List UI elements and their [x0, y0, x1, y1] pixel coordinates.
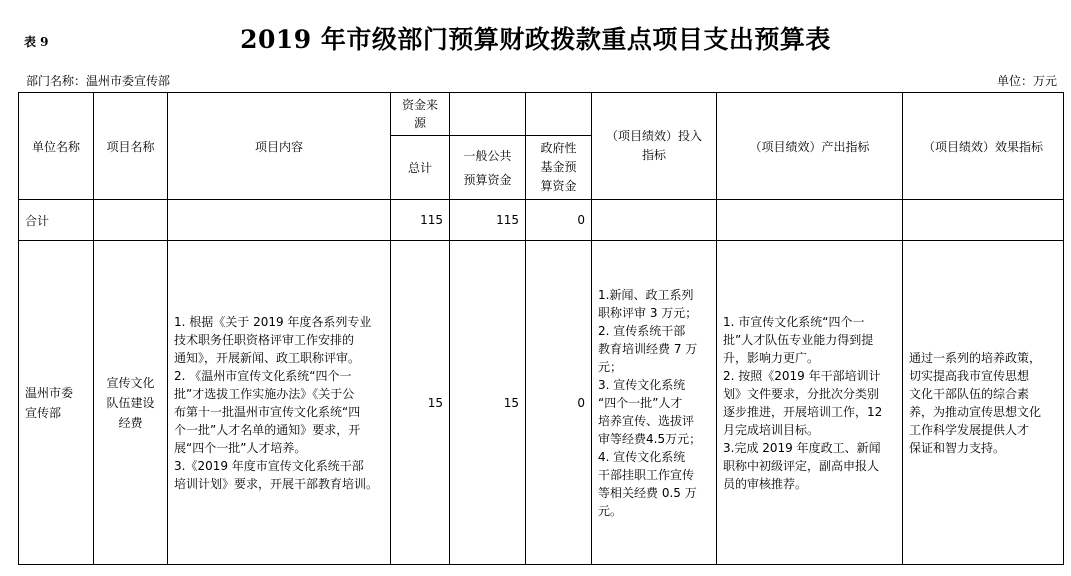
- row-content: 1. 根据《关于 2019 年度各系列专业 技术职务任职资格评审工作安排的 通知》，开展新闻、政工职称评审。 2. 《温州市宣传文化系统“四个一 批”才选拔工作实施办法》《关于公 布第十一批温州市宣传文化系统“四 个一批”人才名单的通知》要求，开 展“四个一批”人才培养。 3.《2019 年度市宣传文化系统干部 培训计划》要求，开展干部教育培训。: [167, 240, 391, 565]
- header-fund-source: 资金来 源: [390, 92, 450, 136]
- table-number: 表 9: [24, 35, 49, 49]
- row-effect-indicator: 通过一系列的培养政策， 切实提高我市宣传思想 文化干部队伍的综合素 养，为推动宣传思想文化 工作科学发展提供人才 保证和智力支持。: [902, 240, 1064, 565]
- header-total: 总计: [390, 135, 450, 200]
- total-row-output: [716, 199, 903, 241]
- unit-label: 单位：万元: [996, 74, 1057, 88]
- page-title: 2019 年市级部门预算财政拨款重点项目支出预算表: [240, 25, 831, 54]
- total-row-effect: [902, 199, 1064, 241]
- header-blank-1: [449, 92, 526, 136]
- row-output-indicator: 1. 市宣传文化系统“四个一 批”人才队伍专业能力得到提 升，影响力更广。 2. 按照《2019 年干部培训计 划》文件要求，分批次分类别 逐步推进，开展培训工作，12 月完成培训目标。 3.完成 2019 年度政工、新闻 职称中初级评定，副高申报人 员的审核推荐。: [716, 240, 903, 565]
- total-row-general: 115: [449, 199, 526, 241]
- header-general-budget: 一般公共 预算资金: [449, 135, 526, 200]
- row-gov: 0: [525, 240, 592, 565]
- header-blank-2: [525, 92, 592, 136]
- total-row-content: [167, 199, 391, 241]
- department-name: 部门名称：温州市委宣传部: [26, 74, 171, 88]
- total-row-label: 合计: [18, 199, 94, 241]
- total-row-input: [591, 199, 717, 241]
- header-gov-fund: 政府性 基金预 算资金: [525, 135, 592, 200]
- total-row-total: 115: [390, 199, 450, 241]
- total-row-project: [93, 199, 168, 241]
- header-unit-name: 单位名称: [18, 92, 94, 200]
- total-row-gov: 0: [525, 199, 592, 241]
- row-project: 宣传文化 队伍建设 经费: [93, 240, 168, 565]
- row-unit: 温州市委 宣传部: [18, 240, 94, 565]
- row-general: 15: [449, 240, 526, 565]
- header-output-indicator: （项目绩效）产出指标: [716, 92, 903, 200]
- header-project-content: 项目内容: [167, 92, 391, 200]
- header-effect-indicator: （项目绩效）效果指标: [902, 92, 1064, 200]
- row-total: 15: [390, 240, 450, 565]
- budget-table: [18, 92, 1064, 565]
- header-project-name: 项目名称: [93, 92, 168, 200]
- header-input-indicator: （项目绩效）投入 指标: [591, 92, 717, 200]
- row-input-indicator: 1.新闻、政工系列 职称评审 3 万元； 2. 宣传系统干部 教育培训经费 7 万 元； 3. 宣传文化系统 “四个一批”人才 培养宣传、选拔评 审等经费4.5万元； 4. 宣传文化系统 干部挂职工作宣传 等相关经费 0.5 万 元。: [591, 240, 717, 565]
